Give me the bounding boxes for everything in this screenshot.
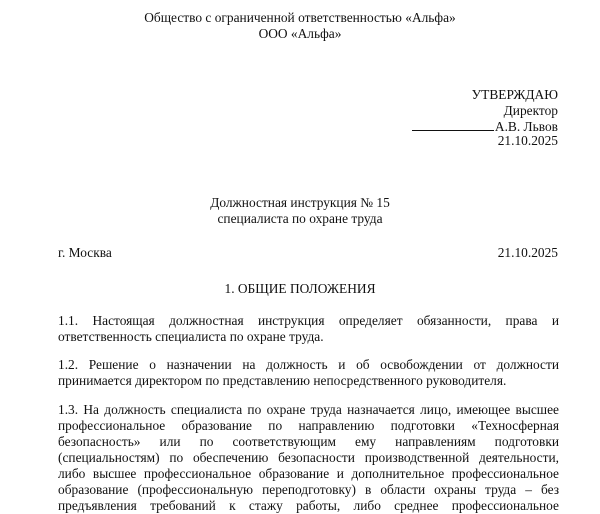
organization-short-name: ООО «Альфа» — [258, 26, 342, 41]
document-subtitle: специалиста по охране труда — [217, 211, 383, 226]
paragraph-line: (специальностям) по обеспечению безопасности производственной деятельности, — [58, 450, 559, 465]
paragraph-line: профессиональное образование по направлению подготовки «Техносферная — [58, 418, 559, 433]
approver-name: А.В. Львов — [494, 119, 558, 134]
paragraph-1-1 — [58, 313, 559, 345]
signature-line — [412, 118, 494, 131]
paragraph-line: 1.1. Настоящая должностная инструкция определяет обязанности, права и — [58, 313, 559, 328]
section-heading: 1. ОБЩИЕ ПОЛОЖЕНИЯ — [224, 281, 376, 296]
paragraph-line: 1.3. На должность специалиста по охране труда назначается лицо, имеющее высшее — [58, 402, 559, 417]
paragraph-1-2 — [58, 357, 559, 389]
paragraph-line: принимается директором по представлению непосредственного руководителя. — [58, 373, 507, 388]
approval-title: УТВЕРЖДАЮ — [471, 87, 558, 102]
document-title: Должностная инструкция № 15 — [210, 195, 390, 210]
paragraph-line: образование (профессиональную переподготовку) в области охраны труда – без — [58, 482, 559, 497]
organization-full-name: Общество с ограниченной ответственностью «Альфа» — [144, 10, 456, 25]
document-city: г. Москва — [58, 245, 112, 260]
paragraph-line: предъявления требований к стажу работы, либо среднее профессиональное — [58, 498, 559, 513]
paragraph-1-3 — [58, 402, 559, 514]
approval-date: 21.10.2025 — [497, 133, 558, 148]
paragraph-line: ответственность специалиста по охране труда. — [58, 329, 324, 344]
paragraph-line: либо высшее профессиональное образование и дополнительное профессиональное — [58, 466, 559, 481]
document-date: 21.10.2025 — [497, 245, 558, 260]
paragraph-line: 1.2. Решение о назначении на должность и об освобождении от должности — [58, 357, 559, 372]
approver-position: Директор — [503, 103, 558, 118]
paragraph-line: безопасность» или по соответствующим ему направлениям подготовки — [58, 434, 559, 449]
